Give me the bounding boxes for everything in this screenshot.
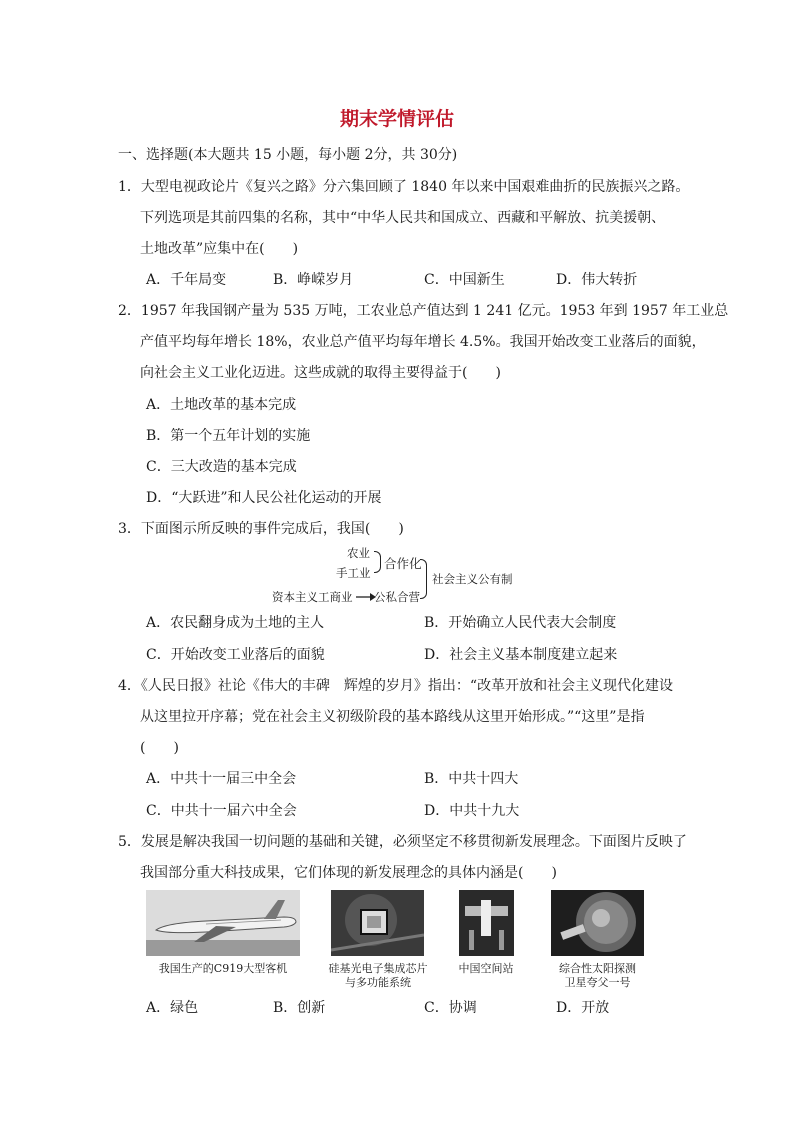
q2-option-b[interactable]: B．第一个五年计划的实施: [146, 428, 311, 444]
question-5-line-2: 我国部分重大科技成果，它们体现的新发展理念的具体内涵是( ): [140, 865, 557, 881]
q4-option-b[interactable]: B．中共十四大: [424, 771, 519, 787]
q1-option-d[interactable]: D．伟大转折: [556, 272, 638, 288]
q3-option-a[interactable]: A．农民翻身成为土地的主人: [146, 615, 325, 631]
kuafu-satellite-photo: [551, 890, 644, 956]
question-4-line-1: 4．《人民日报》社论《伟大的丰碑 辉煌的岁月》指出：“改革开放和社会主义现代化建设: [118, 678, 674, 694]
question-3-line-1: 3．下面图示所反映的事件完成后，我国( ): [118, 521, 404, 537]
diagram-handicraft: 手工业: [336, 566, 371, 580]
section-heading: 一、选择题(本大题共 15 小题，每小题 2分，共 30分): [118, 147, 458, 163]
q5-option-d[interactable]: D．开放: [556, 1000, 610, 1016]
question-1-line-2: 下列选项是其前四集的名称，其中“中华人民共和国成立、西藏和平解放、抗美援朝、: [140, 210, 666, 226]
q5-option-a[interactable]: A．绿色: [146, 1000, 199, 1016]
q4-option-a[interactable]: A．中共十一届三中全会: [146, 771, 297, 787]
diagram-capitalist-commerce: 资本主义工商业: [272, 590, 353, 604]
silicon-chip-photo: [331, 890, 424, 956]
diagram-public-ownership: 社会主义公有制: [432, 572, 513, 586]
arrow-icon: [356, 591, 376, 603]
diagram-agriculture: 农业: [347, 546, 370, 560]
diagram-cooperative: 合作化: [384, 556, 422, 571]
socialist-transformation-diagram: [270, 545, 530, 607]
space-station-icon: [459, 890, 514, 956]
caption-c919: 我国生产的C919大型客机: [158, 962, 288, 975]
caption-space-station: 中国空间站: [458, 962, 514, 975]
airplane-icon: [146, 890, 300, 956]
question-4-line-3: ( ): [140, 740, 179, 756]
q4-option-c[interactable]: C．中共十一届六中全会: [146, 803, 297, 819]
q2-option-a[interactable]: A．土地改革的基本完成: [146, 397, 297, 413]
space-station-photo: [459, 890, 514, 956]
q1-option-c[interactable]: C．中国新生: [424, 272, 505, 288]
diagram-joint-ownership: 公私合营: [374, 590, 420, 604]
question-2-line-3: 向社会主义工业化迈进。这些成就的取得主要得益于( ): [140, 365, 501, 381]
q5-option-c[interactable]: C．协调: [424, 1000, 477, 1016]
question-1-line-1: 1．大型电视政论片《复兴之路》分六集回顾了 1840 年以来中国艰难曲折的民族振兴之路。: [118, 179, 690, 195]
satellite-icon: [551, 890, 644, 956]
diagram-brace-1: [374, 551, 381, 573]
q1-option-b[interactable]: B．峥嵘岁月: [273, 272, 354, 288]
caption-kuafu-1: 综合性太阳探测: [559, 962, 636, 975]
c919-aircraft-photo: [146, 890, 300, 956]
question-1-line-3: 土地改革”应集中在( ): [140, 241, 299, 257]
question-4-line-2: 从这里拉开序幕；党在社会主义初级阶段的基本路线从这里开始形成。”“这里”是指: [140, 709, 645, 725]
question-2-line-1: 2．1957 年我国钢产量为 535 万吨，工农业总产值达到 1 241 亿元。1953 年到 1957 年工业总: [118, 303, 729, 319]
chip-icon: [331, 890, 424, 956]
question-5-line-1: 5．发展是解决我国一切问题的基础和关键，必须坚定不移贯彻新发展理念。下面图片反映了: [118, 834, 687, 850]
q5-option-b[interactable]: B．创新: [273, 1000, 326, 1016]
q2-option-c[interactable]: C．三大改造的基本完成: [146, 459, 297, 475]
question-2-line-2: 产值平均每年增长 18%，农业总产值平均每年增长 4.5%。我国开始改变工业落后的面貌，: [140, 334, 706, 350]
q1-option-a[interactable]: A．千年局变: [146, 272, 227, 288]
caption-chip-1: 硅基光电子集成芯片: [328, 962, 428, 975]
caption-kuafu-2: 卫星夸父一号: [564, 976, 631, 989]
q4-option-d[interactable]: D．中共十九大: [424, 803, 520, 819]
page-title: 期末学情评估: [339, 108, 454, 130]
q3-option-d[interactable]: D．社会主义基本制度建立起来: [424, 647, 618, 663]
q3-option-c[interactable]: C．开始改变工业落后的面貌: [146, 647, 325, 663]
diagram-brace-2: [420, 559, 427, 599]
q3-option-b[interactable]: B．开始确立人民代表大会制度: [424, 615, 617, 631]
q2-option-d[interactable]: D．“大跃进”和人民公社化运动的开展: [146, 490, 382, 506]
caption-chip-2: 与多功能系统: [345, 976, 411, 989]
